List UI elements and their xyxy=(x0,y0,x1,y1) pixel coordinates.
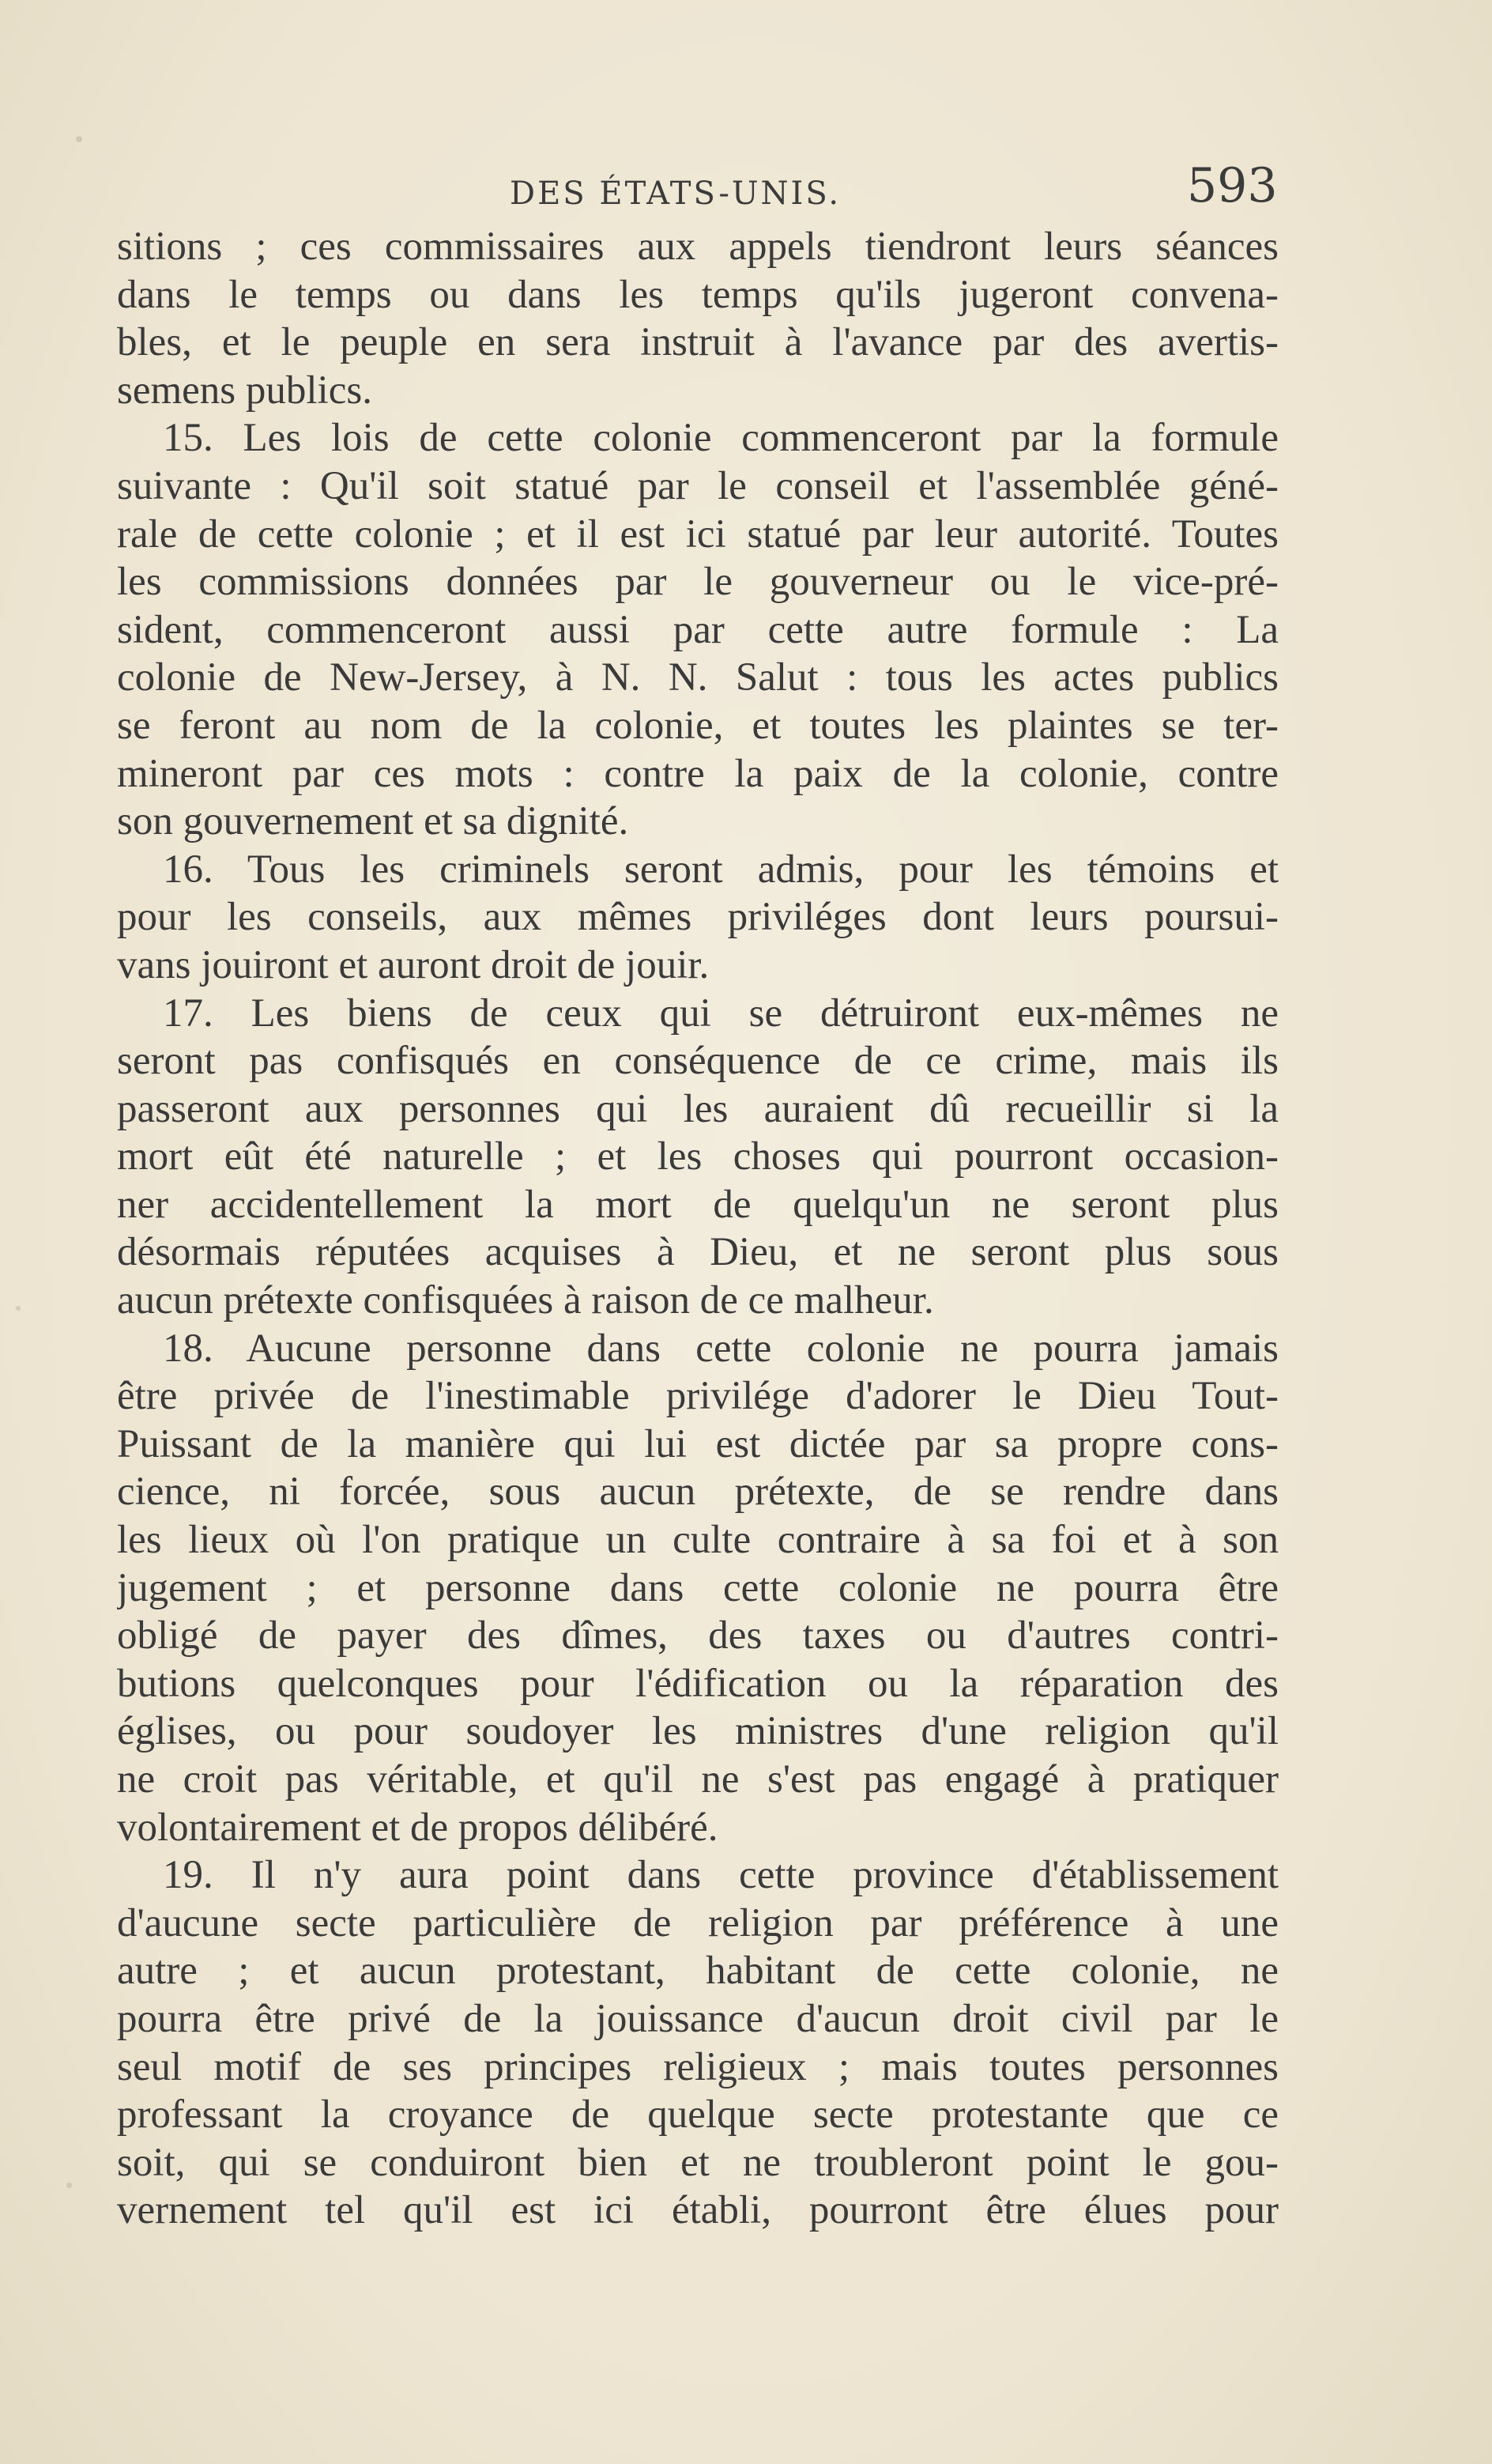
paper-speck xyxy=(66,2183,72,2188)
text-line: jugement ; et personne dans cette colonie ne pourra être xyxy=(117,1565,1279,1610)
paper-speck xyxy=(16,1306,21,1311)
text-line: obligé de payer des dîmes, des taxes ou d'autres contri- xyxy=(117,1613,1279,1658)
text-line: pour les conseils, aux mêmes priviléges dont leurs poursui- xyxy=(117,895,1279,940)
text-line: vernement tel qu'il est ici établi, pourront être élues pour xyxy=(117,2188,1279,2233)
text-line: suivante : Qu'il soit statué par le conseil et l'assemblée géné- xyxy=(117,463,1279,508)
page-number: 593 xyxy=(1187,158,1278,213)
running-head-title: DES ÉTATS-UNIS. xyxy=(510,175,842,212)
text-line: professant la croyance de quelque secte protestante que ce xyxy=(117,2092,1279,2138)
text-line: aucun prétexte confisquées à raison de ce malheur. xyxy=(117,1278,934,1323)
text-line: désormais réputées acquises à Dieu, et ne seront plus sous xyxy=(117,1230,1279,1275)
text-line: être privée de l'inestimable privilége d'adorer le Dieu Tout- xyxy=(117,1374,1279,1419)
running-head xyxy=(0,158,1492,221)
body-text xyxy=(117,223,1279,2235)
text-line: les lieux où l'on pratique un culte contraire à sa foi et à son xyxy=(117,1518,1279,1563)
text-line: semens publics. xyxy=(117,368,372,413)
text-line: pourra être privé de la jouissance d'aucun droit civil par le xyxy=(117,1996,1279,2041)
text-line: butions quelconques pour l'édification ou la réparation des xyxy=(117,1661,1279,1706)
text-line: soit, qui se conduiront bien et ne troubleront point le gou- xyxy=(117,2140,1279,2185)
text-line: ner accidentellement la mort de quelqu'un ne seront plus xyxy=(117,1182,1279,1227)
text-line: bles, et le peuple en sera instruit à l'avance par des avertis- xyxy=(117,320,1279,365)
text-line: les commissions données par le gouverneur ou le vice-pré- xyxy=(117,560,1279,605)
paper-speck xyxy=(76,136,82,142)
text-line: seul motif de ses principes religieux ; mais toutes personnes xyxy=(117,2044,1279,2089)
text-line: Puissant de la manière qui lui est dictée par sa propre cons- xyxy=(117,1421,1279,1466)
text-line: colonie de New-Jersey, à N. N. Salut : tous les actes publics xyxy=(117,655,1279,700)
text-line: 19. Il n'y aura point dans cette province d'établissement xyxy=(163,1853,1279,1898)
text-line: d'aucune secte particulière de religion par préférence à une xyxy=(117,1900,1279,1945)
text-line: 17. Les biens de ceux qui se détruiront eux-mêmes ne xyxy=(163,991,1279,1036)
text-line: mineront par ces mots : contre la paix de la colonie, contre xyxy=(117,751,1279,796)
text-line: se feront au nom de la colonie, et toutes les plaintes se ter- xyxy=(117,703,1279,748)
text-line: cience, ni forcée, sous aucun prétexte, de se rendre dans xyxy=(117,1470,1279,1515)
text-line: 18. Aucune personne dans cette colonie ne pourra jamais xyxy=(163,1326,1279,1371)
text-line: mort eût été naturelle ; et les choses qui pourront occasion- xyxy=(117,1134,1279,1179)
text-line: volontairement et de propos délibéré. xyxy=(117,1805,718,1850)
text-line: dans le temps ou dans les temps qu'ils jugeront convena- xyxy=(117,272,1279,317)
text-line: autre ; et aucun protestant, habitant de cette colonie, ne xyxy=(117,1949,1279,1994)
text-line: 15. Les lois de cette colonie commenceront par la formule xyxy=(163,416,1279,461)
text-line: passeront aux personnes qui les auraient dû recueillir si la xyxy=(117,1086,1279,1131)
text-line: seront pas confisqués en conséquence de ce crime, mais ils xyxy=(117,1039,1279,1084)
text-line: ne croit pas véritable, et qu'il ne s'est pas engagé à pratiquer xyxy=(117,1757,1279,1802)
text-line: son gouvernement et sa dignité. xyxy=(117,799,629,844)
text-line: vans jouiront et auront droit de jouir. xyxy=(117,942,710,987)
text-line: sitions ; ces commissaires aux appels tiendront leurs séances xyxy=(117,225,1279,269)
text-line: rale de cette colonie ; et il est ici statué par leur autorité. Toutes xyxy=(117,511,1279,557)
text-line: églises, ou pour soudoyer les ministres d'une religion qu'il xyxy=(117,1709,1279,1754)
text-line: 16. Tous les criminels seront admis, pour les témoins et xyxy=(163,847,1279,892)
text-line: sident, commenceront aussi par cette autre formule : La xyxy=(117,607,1279,652)
